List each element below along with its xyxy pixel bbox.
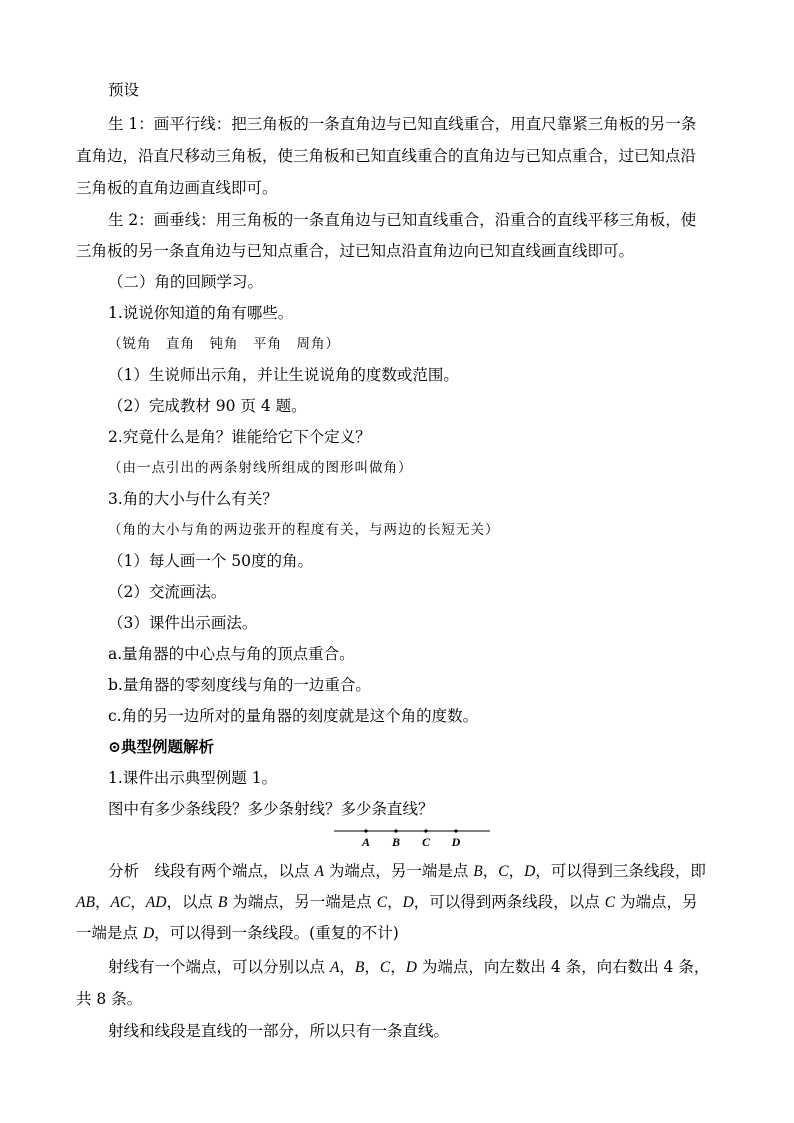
question-3-step-1: （1）每人画一个 50度的角。 [108,552,314,570]
student1-line3: 三角板的直角边画直线即可。 [76,179,278,197]
heading-preset: 预设 [108,81,140,99]
question-1-step-2: （2）完成教材 90 页 4 题。 [108,397,307,415]
example-1: 1.课件出示典型例题 1。 [108,769,278,787]
analysis-line3: 一端是点 D，可以得到一条线段。(重复的不计) [76,924,399,942]
method-a: a.量角器的中心点与角的顶点重合。 [108,645,355,663]
question-3-step-2: （2）交流画法。 [108,583,227,601]
example-question: 图中有多少条线段？多少条射线？多少条直线？ [108,800,434,818]
line-figure [334,826,490,850]
question-3: 3.角的大小与什么有关？ [108,490,278,508]
student2-line1: 生 2：画垂线：用三角板的一条直角边与已知直线重合，沿重合的直线平移三角板，使 [108,211,697,229]
analysis-line2: AB，AC，AD，以点 B 为端点，另一端是点 C，D，可以得到两条线段，以点 C 为端点，另 [76,893,698,911]
analysis-line1: 分析 线段有两个端点，以点 A 为端点，另一端是点 B，C，D，可以得到三条线段，即 [108,862,706,880]
point-d-label: D [451,835,461,849]
student1-line2: 直角边，沿直尺移动三角板，使三角板和已知直线重合的直角边与已知点重合，过已知点沿 [76,147,697,165]
question-3-step-3: （3）课件出示画法。 [108,614,258,632]
method-b: b.量角器的零刻度线与角的一边重合。 [108,676,371,694]
section2-title: （二）角的回顾学习。 [108,273,264,291]
question-2-answer: （由一点引出的两条射线所组成的图形叫做角） [108,460,413,476]
point-c-label: C [421,835,431,849]
point-a-label: A [361,835,371,849]
point-a-dot [364,829,367,832]
line-analysis: 射线和线段是直线的一部分，所以只有一条直线。 [108,1022,450,1040]
ray-analysis-line2: 共 8 条。 [76,990,143,1008]
question-3-answer: （角的大小与角的两边张开的程度有关，与两边的长短无关） [108,522,500,538]
student2-line2: 三角板的另一条直角边与已知点重合，过已知点沿直角边向已知直线画直线即可。 [76,242,635,260]
point-b-label: B [391,835,401,849]
method-c: c.角的另一边所对的量角器的刻度就是这个角的度数。 [108,707,479,725]
question-1-step-1: （1）生说师出示角，并让生说说角的度数或范围。 [108,366,459,384]
point-b-dot [394,829,397,832]
ray-analysis-line1: 射线有一个端点，可以分别以点 A，B，C，D 为端点，向左数出 4 条，向右数出 4 条， [108,958,710,976]
analysis-lead: 分析 [108,862,140,880]
point-c-dot [424,829,427,832]
question-1-answer: （锐角 直角 钝角 平角 周角） [108,336,340,352]
question-2: 2.究竟什么是角？谁能给它下个定义？ [108,428,371,446]
student1-line1: 生 1：画平行线：把三角板的一条直角边与已知直线重合，用直尺靠紧三角板的另一条 [108,115,697,133]
question-1: 1.说说你知道的角有哪些。 [108,304,294,322]
point-d-dot [454,829,457,832]
example-heading: ⊙典型例题解析 [108,737,214,756]
